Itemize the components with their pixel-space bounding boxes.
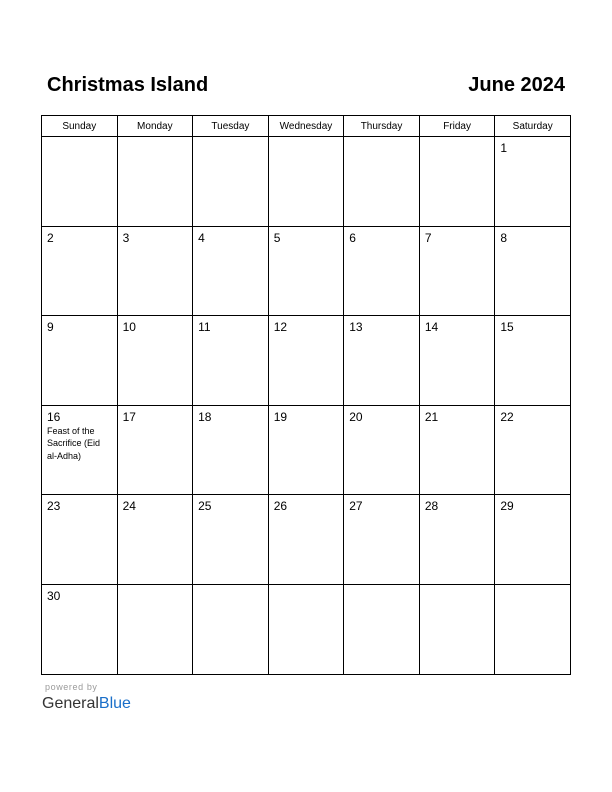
day-number: 13 — [349, 320, 363, 335]
holiday-label: Feast of the Sacrifice (Eid al-Adha) — [47, 425, 101, 461]
weekday-header: Tuesday — [193, 116, 269, 137]
day-cell[interactable] — [117, 226, 193, 316]
day-cell[interactable] — [193, 226, 269, 316]
brand-blue-text: Blue — [98, 695, 131, 712]
empty-day-cell — [193, 584, 269, 674]
weekday-header: Saturday — [495, 116, 571, 137]
day-cell[interactable] — [193, 405, 269, 495]
empty-day-cell — [344, 584, 420, 674]
day-cell[interactable] — [42, 316, 118, 406]
day-number: 7 — [424, 230, 432, 245]
day-cell[interactable] — [419, 405, 495, 495]
generalblue-logo[interactable] — [42, 694, 131, 714]
week-row — [42, 405, 571, 495]
day-number: 8 — [500, 230, 508, 245]
day-cell[interactable] — [495, 137, 571, 227]
day-cell[interactable] — [495, 226, 571, 316]
day-number: 28 — [424, 499, 439, 514]
day-number: 12 — [273, 320, 288, 335]
day-cell[interactable] — [419, 316, 495, 406]
day-cell[interactable] — [268, 405, 344, 495]
day-number: 22 — [500, 409, 514, 424]
weekday-header: Wednesday — [268, 116, 344, 137]
day-number: 10 — [122, 320, 136, 335]
empty-day-cell — [42, 137, 118, 227]
powered-by-text: powered by — [45, 682, 98, 692]
weekday-header: Monday — [117, 116, 193, 137]
day-number: 4 — [198, 230, 205, 245]
day-cell[interactable] — [117, 495, 193, 585]
day-cell[interactable] — [344, 495, 420, 585]
day-cell[interactable] — [193, 495, 269, 585]
day-cell[interactable] — [42, 405, 118, 495]
empty-day-cell — [419, 584, 495, 674]
day-cell[interactable] — [42, 495, 118, 585]
day-cell[interactable] — [117, 316, 193, 406]
day-number: 27 — [349, 499, 363, 514]
calendar-header — [47, 72, 565, 98]
day-number: 6 — [349, 230, 356, 245]
empty-day-cell — [344, 137, 420, 227]
week-row — [42, 137, 571, 227]
brand-general-text: General — [42, 695, 99, 712]
day-cell[interactable] — [268, 495, 344, 585]
week-row — [42, 584, 571, 674]
week-row — [42, 316, 571, 406]
day-number: 15 — [500, 320, 514, 335]
day-number: 26 — [273, 499, 288, 514]
weekday-header: Sunday — [42, 116, 118, 137]
empty-day-cell — [268, 584, 344, 674]
day-cell[interactable] — [495, 316, 571, 406]
region-title: Christmas Island — [47, 74, 209, 96]
day-number: 29 — [500, 499, 514, 514]
day-number: 9 — [47, 320, 54, 335]
day-cell[interactable] — [344, 405, 420, 495]
day-number: 25 — [198, 499, 212, 514]
day-cell[interactable] — [42, 584, 118, 674]
empty-day-cell — [419, 137, 495, 227]
day-cell[interactable] — [268, 226, 344, 316]
day-number: 2 — [47, 230, 54, 245]
day-cell[interactable] — [344, 316, 420, 406]
day-number: 24 — [122, 499, 136, 514]
day-number: 19 — [273, 409, 288, 424]
week-row — [42, 226, 571, 316]
day-cell[interactable] — [42, 226, 118, 316]
day-number: 23 — [47, 499, 61, 514]
weekday-header: Friday — [419, 116, 495, 137]
day-cell[interactable] — [268, 316, 344, 406]
empty-day-cell — [193, 137, 269, 227]
day-number: 17 — [122, 409, 136, 424]
day-cell[interactable] — [419, 226, 495, 316]
weekday-header-row — [42, 116, 571, 137]
day-number: 21 — [424, 409, 439, 424]
weekday-header: Thursday — [344, 116, 420, 137]
footer-branding — [42, 681, 131, 714]
day-number: 20 — [349, 409, 363, 424]
month-calendar-grid — [41, 115, 571, 675]
day-cell[interactable] — [344, 226, 420, 316]
day-number: 16 — [47, 409, 61, 424]
empty-day-cell — [117, 584, 193, 674]
week-row — [42, 495, 571, 585]
day-number: 5 — [273, 230, 281, 245]
day-number: 14 — [424, 320, 439, 335]
empty-day-cell — [495, 584, 571, 674]
empty-day-cell — [117, 137, 193, 227]
day-cell[interactable] — [495, 405, 571, 495]
day-cell[interactable] — [495, 495, 571, 585]
day-number: 1 — [500, 141, 508, 155]
day-number: 30 — [47, 588, 61, 603]
day-cell[interactable] — [419, 495, 495, 585]
calendar-weeks — [42, 137, 571, 675]
day-number: 3 — [122, 230, 130, 245]
empty-day-cell — [268, 137, 344, 227]
day-cell[interactable] — [193, 316, 269, 406]
day-number: 11 — [198, 320, 211, 335]
day-number: 18 — [198, 409, 212, 424]
day-cell[interactable] — [117, 405, 193, 495]
month-title: June 2024 — [468, 74, 565, 96]
